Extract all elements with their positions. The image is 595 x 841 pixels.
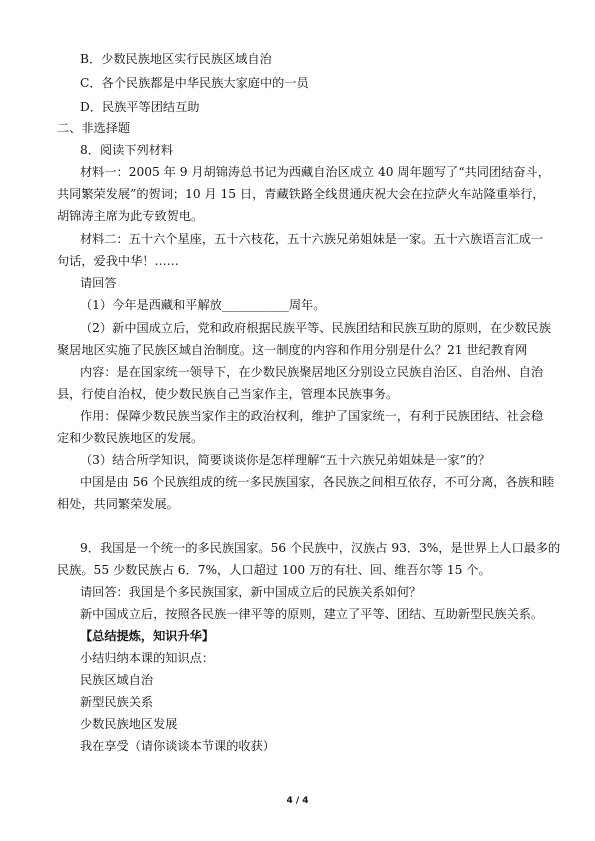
section-title: 二、非选择题	[57, 121, 131, 135]
q8-material2-line2: 句话，爱我中华！……	[57, 254, 179, 268]
q8-material1-line3: 胡锦涛主席为此专致贺电。	[57, 209, 204, 223]
q8-effect-line1: 作用：保障少数民族当家作主的政治权利，维护了国家统一，有利于民族团结、社会稳	[80, 409, 544, 423]
summary-item-1: 民族区域自治	[80, 673, 154, 687]
q8-sub2-line1: （2）新中国成立后，党和政府根据民族平等、民族团结和民族互助的原则，在少数民族	[80, 321, 551, 335]
q8-title: 8．阅读下列材料	[80, 143, 174, 157]
q8-content-line1: 内容：是在国家统一领导下，在少数民族聚居地区分别设立民族自治区、自治州、自治	[80, 365, 544, 379]
q8-answer3-line1: 中国是由 56 个民族组成的统一多民族国家，各民族之间相互依存，不可分离，各族和睦	[80, 475, 555, 489]
page-number: 4 / 4	[286, 796, 309, 806]
option-c: C．各个民族都是中华民族大家庭中的一员	[80, 76, 309, 90]
q8-material1-line2: 共同繁荣发展”的贺词；10 月 15 日，青藏铁路全线贯通庆祝大会在拉萨火车站隆重举行，	[57, 187, 545, 201]
q9-answer: 新中国成立后，按照各民族一律平等的原则，建立了平等、团结、互助新型民族关系。	[80, 607, 544, 621]
q8-content-line2: 县，行使自治权，使少数民族自己当家作主，管理本民族事务。	[57, 387, 399, 401]
q8-sub1: （1）今年是西藏和平解放___________周年。	[80, 298, 326, 312]
q8-material2-line1: 材料二：五十六个星座，五十六枝花，五十六族兄弟姐妹是一家。五十六族语言汇成一	[80, 232, 544, 246]
q9-text-line1: 9．我国是一个统一的多民族国家。56 个民族中，汉族占 93．3%，是世界上人口最多的	[80, 541, 561, 555]
q8-ask: 请回答	[80, 276, 117, 290]
q8-material1-line1: 材料一：2005 年 9 月胡锦涛总书记为西藏自治区成立 40 周年题写了“共同团结奋斗，	[80, 165, 550, 179]
option-b: B．少数民族地区实行民族区域自治	[80, 52, 272, 66]
summary-heading: 【总结提炼，知识升华】	[80, 629, 215, 643]
summary-closing: 我在享受（请你谈谈本节课的收获）	[80, 739, 275, 753]
q8-answer3-line2: 相处，共同繁荣发展。	[57, 497, 179, 511]
q8-sub2-line2: 聚居地区实施了民族区域自治制度。这一制度的内容和作用分别是什么？21 世纪教育网	[57, 343, 528, 357]
summary-item-2: 新型民族关系	[80, 695, 154, 709]
q9-text-line2: 民族。55 少数民族占 6．7%，人口超过 100 万的有壮、回、维吾尔等 15 个。	[57, 563, 491, 577]
q9-ask: 请回答：我国是个多民族国家，新中国成立后的民族关系如何？	[80, 585, 422, 599]
q8-sub3: （3）结合所学知识，简要谈谈你是怎样理解“五十六族兄弟姐妹是一家”的？	[80, 453, 491, 467]
q8-effect-line2: 定和少数民族地区的发展。	[57, 431, 204, 445]
summary-item-3: 少数民族地区发展	[80, 717, 178, 731]
summary-intro: 小结归纳本课的知识点：	[80, 651, 215, 665]
option-d: D．民族平等团结互助	[80, 100, 200, 114]
